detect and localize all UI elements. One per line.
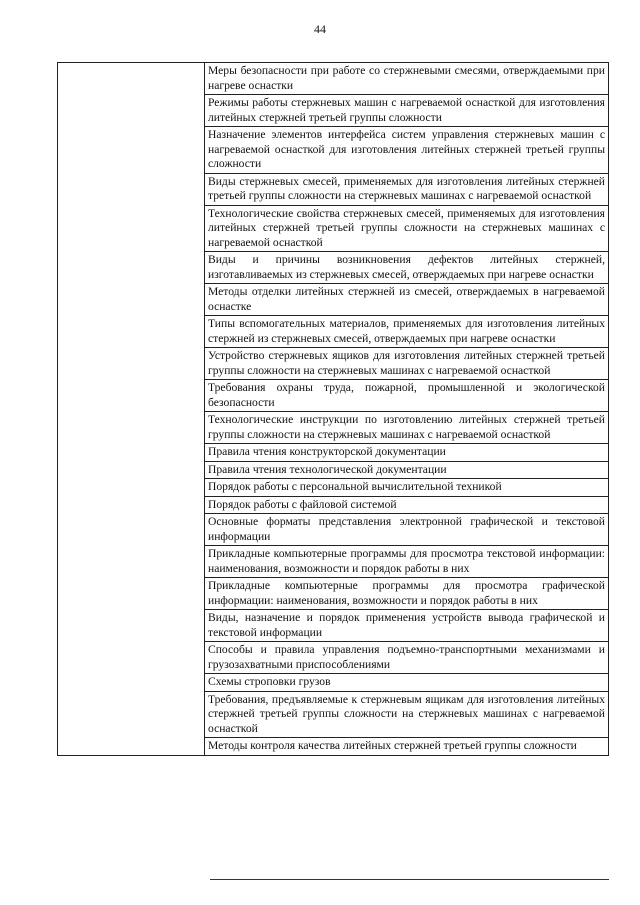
knowledge-cell [205, 691, 609, 738]
knowledge-item-text: Технологические инструкции по изготовлению литейных стержней третьей группы сложности на стержневых машинах с нагреваемой оснасткой [208, 413, 605, 441]
knowledge-cell [205, 444, 609, 462]
knowledge-cell [205, 284, 609, 316]
knowledge-item-text: Правила чтения технологической документации [208, 462, 447, 476]
knowledge-cell [205, 95, 609, 127]
knowledge-item-text: Назначение элементов интерфейса систем управления стержневых машин с нагреваемой оснасткой для изготовления литейных стержней третьей группы сложности [208, 128, 605, 170]
knowledge-cell [205, 205, 609, 252]
table-body [58, 63, 609, 756]
requirements-table [57, 62, 609, 756]
knowledge-item-text: Требования, предъявляемые к стержневым ящикам для изготовления литейных стержней третьей группы сложности на стержневых машинах с нагреваемой оснасткой [208, 692, 605, 735]
knowledge-item-text: Виды стержневых смесей, применяемых для изготовления литейных стержней третьей группы сложности на стержневых машинах с нагреваемой оснасткой [208, 174, 605, 202]
knowledge-item-text: Правила чтения конструкторской документации [208, 445, 446, 458]
knowledge-item-text: Виды, назначение и порядок применения устройств вывода графической и текстовой информации [208, 611, 605, 639]
knowledge-cell [205, 479, 609, 497]
knowledge-cell [205, 578, 609, 610]
knowledge-item-text: Типы вспомогательных материалов, применяемых для изготовления литейных стержней из стержневых смесей, отверждаемых при нагреве оснастки [208, 317, 605, 345]
knowledge-cell [205, 642, 609, 674]
knowledge-item-text: Основные форматы представления электронной графической и текстовой информации [208, 515, 605, 543]
knowledge-cell [205, 461, 609, 479]
knowledge-item-text: Прикладные компьютерные программы для просмотра текстовой информации: наименования, возможности и порядок работы в них [208, 547, 605, 575]
knowledge-item-text: Схемы строповки грузов [208, 675, 331, 688]
knowledge-item-text: Методы контроля качества литейных стержней третьей группы сложности [208, 739, 577, 752]
knowledge-cell [205, 252, 609, 284]
bottom-rule [210, 879, 609, 880]
knowledge-cell [205, 316, 609, 348]
page-number: 44 [314, 22, 326, 36]
knowledge-cell [205, 496, 609, 514]
knowledge-item-text: Порядок работы с файловой системой [208, 497, 397, 511]
knowledge-cell [205, 348, 609, 380]
knowledge-item-text: Требования охраны труда, пожарной, промышленной и экологической безопасности [208, 381, 605, 409]
knowledge-cell [205, 63, 609, 95]
knowledge-item-text: Технологические свойства стержневых смесей, применяемых для изготовления литейных стержней третьей группы сложности на стержневых машинах с нагреваемой оснасткой [208, 206, 605, 249]
knowledge-item-text: Виды и причины возникновения дефектов литейных стержней, изготавливаемых из стержневых смесей, отверждаемых при нагреве оснастки [208, 253, 605, 281]
knowledge-cell [205, 546, 609, 578]
knowledge-item-text: Устройство стержневых ящиков для изготовления литейных стержней третьей группы сложности на стержневых машинах с нагреваемой оснасткой [208, 349, 605, 377]
knowledge-item-text: Прикладные компьютерные программы для просмотра графической информации: наименования, возможности и порядок работы в них [208, 579, 605, 607]
knowledge-cell [205, 412, 609, 444]
table-row [58, 63, 609, 95]
knowledge-item-text: Порядок работы с персональной вычислительной техникой [208, 480, 502, 493]
knowledge-cell [205, 380, 609, 412]
knowledge-cell [205, 514, 609, 546]
knowledge-cell [205, 738, 609, 756]
labor-function-cell [58, 63, 205, 756]
knowledge-item-text: Меры безопасности при работе со стержневыми смесями, отверждаемыми при нагреве оснастки [208, 64, 605, 92]
knowledge-cell [205, 674, 609, 692]
knowledge-cell [205, 127, 609, 174]
knowledge-item-text: Способы и правила управления подъемно-транспортными механизмами и грузозахватными приспособлениями [208, 643, 605, 671]
knowledge-item-text: Режимы работы стержневых машин с нагреваемой оснасткой для изготовления литейных стержней третьей группы сложности [208, 96, 605, 124]
knowledge-item-text: Методы отделки литейных стержней из смесей, отверждаемых в нагреваемой оснастке [208, 285, 605, 313]
knowledge-cell [205, 610, 609, 642]
knowledge-cell [205, 173, 609, 205]
